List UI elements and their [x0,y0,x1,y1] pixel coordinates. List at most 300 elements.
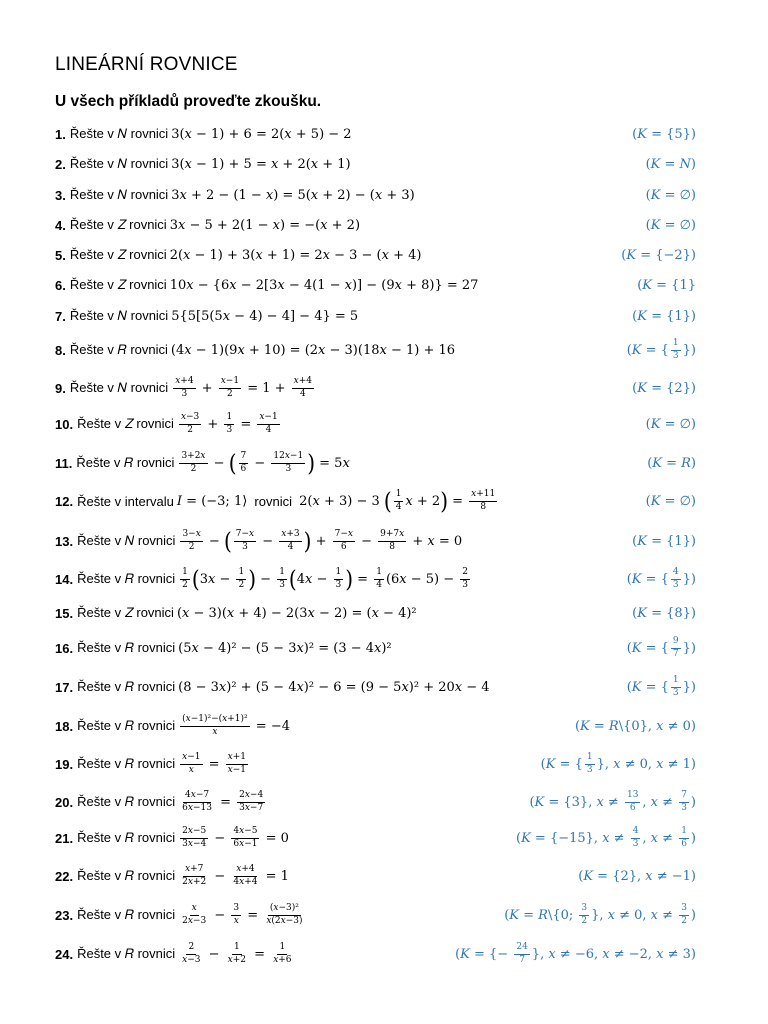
fraction-numerator: 4 [631,827,641,838]
fraction-numerator: 1 [236,568,246,579]
fraction-numerator: 𝑥−1 [219,377,241,388]
problem-row [55,567,700,591]
problem-row [55,790,700,814]
problem-answer: (𝐾 = ∅) [645,493,696,509]
large-paren: ( [191,565,200,593]
problem-task [55,567,472,591]
problem-instruction: Řešte v 𝑅 rovnici [77,571,176,586]
problem-instruction: Řešte v 𝑅 rovnici [77,946,176,961]
problem-row [55,636,700,660]
fraction-numerator: 24 [514,943,529,954]
problem-equation: 3𝑥 + 2 − (1 − 𝑥) = 5(𝑥 + 2) − (𝑥 + 3) [171,187,415,203]
fraction-denominator: 3 [681,802,687,813]
fraction [460,568,470,590]
problem-task [55,903,306,927]
fraction-numerator: 𝑥+4 [173,377,195,388]
problem-equation [176,487,499,515]
fraction-denominator: 2 [182,579,188,590]
fraction-numerator: 3 [231,904,241,915]
problem-instruction: Řešte v 𝑁 rovnici [69,380,169,395]
problem-number: 18. [55,718,74,734]
fraction [239,452,249,474]
fraction [271,452,305,474]
fraction-denominator: 3 [181,388,188,399]
fraction-numerator: 9 [671,637,681,648]
problem-row [55,183,700,207]
problem-equation: 3(𝑥 − 1) + 5 = 𝑥 + 2(𝑥 + 1) [171,156,351,172]
fraction [679,827,689,849]
equation-term: }, 𝑥 ≠ 0, 𝑥 ≠ [591,907,678,923]
problem-row [55,304,700,328]
fraction-denominator: 2 [187,424,193,435]
equation-term: + 𝑥 = 0 [408,533,463,549]
problem-equation [178,865,289,887]
equation-term: = 0 [261,830,289,846]
fraction [579,904,589,926]
fraction-denominator: 2 [227,388,233,399]
fraction-numerator: 2𝑥−4 [237,791,265,802]
equation-term: + [197,380,217,396]
equation-term: = −4 [251,718,290,734]
fraction-denominator: 𝑥(2𝑥−3) [266,915,303,926]
fraction [234,530,256,552]
fraction [179,413,201,435]
fraction-numerator: 1 [671,339,681,350]
problem-row [55,213,700,237]
problem-task [55,304,358,328]
problem-instruction: Řešte v 𝑅 rovnici [77,718,176,733]
problem-row [55,675,700,699]
fraction [231,865,259,887]
problem-answer [455,942,696,966]
equation-term: (𝐾 = {−15}, 𝑥 ≠ [516,830,629,846]
fraction-denominator: 6𝑥−1 [233,838,258,849]
problem-instruction: Řešte v 𝑁 rovnici [69,156,169,171]
problem-answer: (𝐾 = {1} [637,277,696,293]
problem-row [55,122,700,146]
fraction-numerator: 𝑥 [190,904,199,915]
instructions: U všech příkladů proveďte zkoušku. [55,93,322,110]
fraction-numerator: 4𝑥−7 [183,791,211,802]
fraction-denominator: 7 [672,648,679,659]
problem-number: 9. [55,380,66,396]
problem-instruction: Řešte v 𝑍 rovnici [69,277,167,292]
equation-term: = [353,571,373,587]
problem-number: 22. [55,868,74,884]
answer-text: (𝐾 = { [626,640,669,656]
problem-answer: (𝐾 = ∅) [645,217,696,233]
problem-task [55,529,462,553]
problem-equation [178,715,290,737]
fraction-denominator: 4 [287,541,294,552]
fraction-denominator: 3 [279,579,285,590]
problem-row [55,273,700,297]
equation-term: (𝐾 = 𝑅\{0; [504,907,578,923]
problem-instruction: Řešte v 𝑍 rovnici [69,247,167,262]
fraction-denominator: 6 [681,838,687,849]
fraction-numerator: 3 [679,904,689,915]
problem-number: 13. [55,533,74,549]
problem-row [55,826,700,850]
problem-instruction: Řešte v 𝑅 rovnici [77,756,176,771]
fraction-denominator: 4 [395,501,402,512]
fraction-numerator: 𝑥+4 [292,377,314,388]
fraction-numerator: 𝑥−3 [179,413,201,424]
fraction-numerator: (𝑥−1)²−(𝑥+1)² [180,715,250,726]
problem-number: 10. [55,416,74,432]
fraction-denominator: 𝑥 [212,726,218,737]
fraction-denominator: 8 [480,501,487,512]
answer-text: }) [682,571,696,587]
answer-text: }) [682,640,696,656]
fraction-denominator: 3 [672,579,679,590]
problem-number: 5. [55,247,66,263]
equation-term: − [256,571,276,587]
fraction-numerator: 7 [679,791,689,802]
equation-term: (6𝑥 − 5) − [385,571,459,587]
fraction-denominator: 3𝑥−4 [182,838,207,849]
fraction-numerator: 𝑥−1 [257,413,279,424]
large-paren: ) [307,449,316,477]
fraction [219,377,241,399]
problem-row [55,451,700,475]
fraction [264,904,304,926]
problem-instruction: Řešte v 𝑁 rovnici [69,308,169,323]
problem-number: 6. [55,277,66,293]
problem-number: 20. [55,794,74,810]
fraction-numerator: 3+2𝑥 [179,452,207,463]
fraction-denominator: 3 [335,579,342,590]
fraction [173,377,195,399]
equation-term: − [204,946,224,962]
fraction-denominator: 6 [629,802,636,813]
large-paren: ( [383,487,392,515]
fraction-denominator: 3𝑥−7 [239,802,264,813]
problem-equation [178,791,267,813]
problem-task [55,826,289,850]
equation-term: , 𝑥 ≠ [642,794,678,810]
equation-term: }, 𝑥 ≠ −6, 𝑥 ≠ −2, 𝑥 ≠ 3) [531,946,696,962]
problem-task [55,152,351,176]
fraction-denominator: 2 [681,915,687,926]
fraction [226,943,248,965]
fraction-numerator: 𝑥+11 [469,490,497,501]
fraction-denominator: 2 [238,579,245,590]
problem-number: 4. [55,217,66,233]
fraction [180,753,202,775]
fraction [292,377,314,399]
problem-answer [627,675,696,699]
problem-answer: (𝐾 = 𝑅) [647,455,696,471]
fraction-numerator: 9+7𝑥 [378,530,406,541]
problem-equation [178,565,472,593]
fraction-denominator: 2𝑥+2 [182,876,207,887]
fraction-denominator: 3 [242,541,248,552]
problem-answer: (𝐾 = 𝑅\{0}, 𝑥 ≠ 0) [574,718,696,734]
fraction-numerator: 1 [180,568,190,579]
answer-fraction [585,753,595,775]
problem-row [55,338,700,362]
equation-term: (𝐾 = {− [455,946,513,962]
equation-term: 2(𝑥 + 3) − 3 [295,493,384,509]
equation-term: − [210,907,230,923]
equation-term: 3𝑥 − [199,571,235,587]
problem-instruction: Řešte v 𝑅 rovnici [76,455,175,470]
problem-equation: 3(𝑥 − 1) + 6 = 2(𝑥 + 5) − 2 [171,126,352,142]
problem-row [55,152,700,176]
equation-term: = [204,756,224,772]
problem-task [55,601,417,625]
fraction-denominator: 3 [462,579,469,590]
fraction [378,530,406,552]
problem-row [55,903,700,927]
problem-number: 1. [55,126,66,142]
equation-term: − [250,455,270,471]
problem-equation: (8 − 3𝑥)² + (5 − 4𝑥)² − 6 = (9 − 5𝑥)² + 20𝑥 − 4 [178,679,490,695]
fraction-denominator: 4 [265,424,272,435]
fraction [279,530,301,552]
equation-term: = [236,416,256,432]
fraction [236,568,246,590]
fraction [180,568,190,590]
problem-row [55,243,700,267]
equation-term: = [448,493,468,509]
fraction-numerator: 13 [625,791,640,802]
equation-term: (𝐾 = {3}, 𝑥 ≠ [529,794,623,810]
fraction-numerator: 1 [585,753,595,764]
problem-instruction: Řešte v 𝑅 rovnici [77,794,176,809]
fraction [679,904,689,926]
fraction-numerator: 7−𝑥 [333,530,355,541]
fraction-numerator: 12𝑥−1 [271,452,305,463]
fraction-denominator: 7 [519,954,525,965]
fraction-numerator: 1 [394,490,404,501]
problem-task [55,790,267,814]
problem-row [55,942,700,966]
fraction-numerator: 𝑥+1 [226,753,248,764]
problem-task [55,675,490,699]
problem-instruction: Řešte v 𝑍 rovnici [77,605,174,620]
answer-fraction [671,637,681,659]
equation-term: = [250,946,270,962]
problem-equation [177,413,282,435]
problem-number: 11. [55,455,73,471]
problem-task [55,183,415,207]
problem-equation: (4𝑥 − 1)(9𝑥 + 10) = (2𝑥 − 3)(18𝑥 − 1) + 16 [170,342,456,358]
fraction-denominator: 3 [285,463,292,474]
problem-equation: 5{5[5(5𝑥 − 4) − 4] − 4} = 5 [171,308,359,324]
fraction-numerator: 𝑥+3 [279,530,301,541]
problem-task [55,338,455,362]
fraction-numerator: 1 [277,943,287,954]
answer-text: (𝐾 = { [626,342,669,358]
fraction [469,490,497,512]
problem-equation: (5𝑥 − 4)² − (5 − 3𝑥)² = (3 − 4𝑥)² [178,640,392,656]
problem-row [55,601,700,625]
fraction [631,827,641,849]
fraction-numerator: 1 [671,676,681,687]
fraction-numerator: 3 [579,904,589,915]
equation-term: ) [690,830,696,846]
problem-task [55,273,478,297]
fraction-denominator: 4 [376,579,382,590]
problem-answer [627,636,696,660]
worksheet-page [55,0,700,1024]
problem-answer [627,338,696,362]
problem-number: 14. [55,571,74,587]
fraction [333,530,355,552]
fraction-denominator: 6 [340,541,347,552]
problem-answer [529,790,696,814]
problem-number: 12. [55,493,74,509]
problem-instruction: Řešte v 𝑅 rovnici [69,342,168,357]
fraction-denominator: 2 [581,915,588,926]
problem-answer: (𝐾 = {8}) [632,605,696,621]
problem-equation [178,827,289,849]
equation-term: − [258,533,278,549]
answer-text: }, 𝑥 ≠ 0, 𝑥 ≠ 1) [596,756,696,772]
fraction [180,943,202,965]
fraction-denominator: 𝑥+6 [273,954,292,965]
problem-instruction: Řešte v 𝑅 rovnici [77,830,176,845]
problem-task [55,412,282,436]
problem-equation [177,449,350,477]
fraction [180,791,214,813]
problem-number: 3. [55,187,66,203]
fraction-numerator: 1 [232,943,242,954]
problem-number: 17. [55,679,74,695]
problem-number: 21. [55,830,74,846]
fraction-denominator: 6 [240,463,247,474]
large-paren: ) [303,527,312,555]
equation-term: = 1 [261,868,289,884]
problem-instruction: Řešte v 𝑁 rovnici [69,187,169,202]
answer-text: (𝐾 = { [540,756,583,772]
fraction [226,753,248,775]
fraction [514,943,529,965]
fraction-denominator: 8 [389,541,396,552]
large-paren: ) [440,487,448,515]
fraction-denominator: 2 [190,463,197,474]
problem-task [55,213,360,237]
fraction [180,530,202,552]
problem-instruction: Řešte v 𝑅 rovnici [77,868,176,883]
fraction-numerator: 4 [671,568,681,579]
fraction [180,904,208,926]
problem-answer [541,752,696,776]
problem-instruction: Řešte v 𝑅 rovnici [77,907,176,922]
answer-text: (𝐾 = { [626,571,669,587]
fraction [231,827,259,849]
problem-answer [627,567,696,591]
fraction-denominator: 𝑥−3 [182,954,201,965]
fraction-numerator: 1 [334,568,344,579]
problem-task [55,714,290,738]
fraction-numerator: 2 [460,568,470,579]
equation-text: rovnici [254,493,292,509]
problem-answer [504,903,696,927]
problem-task [55,451,350,475]
problem-row [55,489,700,513]
problem-task [55,752,250,776]
fraction-denominator: 2 [188,541,195,552]
large-paren: ( [288,565,297,593]
fraction-numerator: 1 [374,568,384,579]
equation-term: + [311,533,331,549]
fraction-numerator: 1 [277,568,287,579]
equation-term: − [356,533,377,549]
fraction [374,568,384,590]
problem-equation: 2(𝑥 − 1) + 3(𝑥 + 1) = 2𝑥 − 3 − (𝑥 + 4) [169,247,422,263]
fraction-denominator: 4 [299,388,306,399]
fraction [257,413,279,435]
answer-fraction [671,568,681,590]
page-title: LINEÁRNÍ ROVNICE [55,54,238,75]
problem-answer: (𝐾 = {2}) [632,380,696,396]
fraction [180,865,208,887]
problem-instruction: Řešte v intervalu [77,493,174,509]
problem-row [55,714,700,738]
problem-answer: (𝐾 = {1}) [632,308,696,324]
fraction [625,791,640,813]
answer-text: }) [682,342,696,358]
fraction [394,490,404,512]
problem-number: 8. [55,342,66,358]
fraction [277,568,287,590]
problem-answer: (𝐾 = {−2}) [621,247,696,263]
equation-term: + [203,416,223,432]
fraction [679,791,689,813]
problem-row [55,864,700,888]
problem-equation: 3𝑥 − 5 + 2(1 − 𝑥) = −(𝑥 + 2) [169,217,361,233]
equation-term: ) [690,907,696,923]
problem-instruction: Řešte v 𝑅 rovnici [77,679,176,694]
problem-equation [171,377,316,399]
problem-number: 23. [55,907,74,923]
problem-equation [178,904,306,926]
fraction [334,568,344,590]
problem-number: 19. [55,756,74,772]
large-paren: ( [228,449,237,477]
fraction-denominator: 𝑥+2 [227,954,247,965]
problem-equation [178,527,463,555]
fraction [237,791,265,813]
problem-task [55,636,392,660]
equation-term: 4𝑥 − [296,571,332,587]
equation-term: = 5𝑥 [315,455,350,471]
fraction-denominator: 3 [586,764,593,775]
problem-task [55,489,499,513]
problem-answer: (𝐾 = {1}) [632,533,696,549]
problem-answer [516,826,696,850]
problem-equation [178,753,250,775]
equation-term: 𝑥 + 2 [405,493,441,509]
fraction-numerator: 2 [186,943,196,954]
fraction-numerator: 4𝑥−5 [231,827,259,838]
problem-number: 7. [55,308,66,324]
problem-equation: (𝑥 − 3)(𝑥 + 4) − 2(3𝑥 − 2) = (𝑥 − 4)² [176,605,417,621]
fraction-denominator: 3 [226,424,233,435]
problem-task [55,864,289,888]
fraction [231,904,241,926]
answer-text: }) [682,679,696,695]
problem-equation: 10𝑥 − {6𝑥 − 2[3𝑥 − 4(1 − 𝑥)] − (9𝑥 + 8)} = 27 [169,277,479,293]
large-paren: ) [248,565,257,593]
problem-instruction: Řešte v 𝑅 rovnici [77,640,176,655]
fraction [271,943,293,965]
answer-fraction [671,676,681,698]
problem-instruction: Řešte v 𝑁 rovnici [77,533,176,548]
